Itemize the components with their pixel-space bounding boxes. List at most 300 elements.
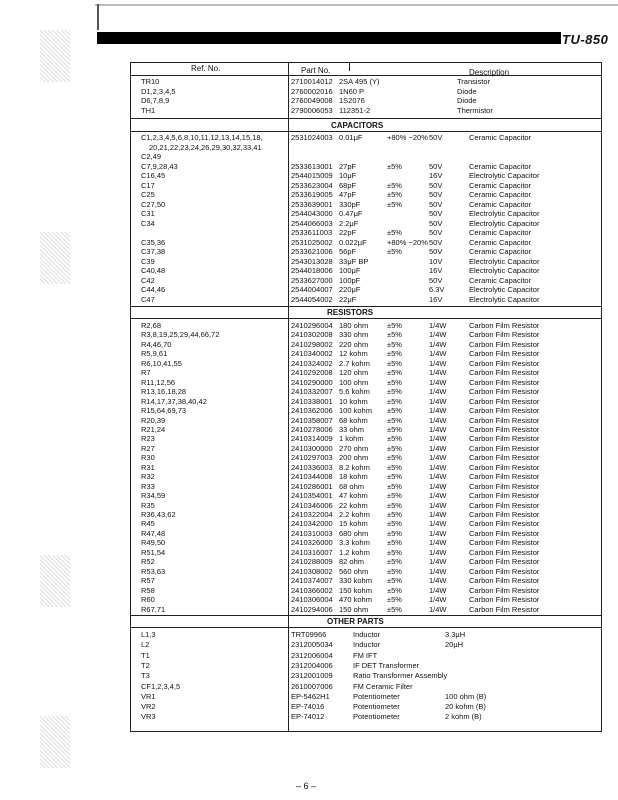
part-value: 47pF: [339, 190, 357, 199]
part-value: 12 kohm: [339, 349, 368, 359]
part-description: Ceramic Capacitor: [469, 275, 532, 285]
ref-no: R33: [141, 481, 155, 491]
table-row: [131, 349, 603, 358]
table-row: [131, 671, 603, 680]
wattage: 1/4W: [429, 358, 447, 368]
wattage: 1/4W: [429, 330, 447, 340]
part-value: 560 ohm: [339, 566, 369, 576]
part-value: 68 kohm: [339, 415, 368, 425]
table-row: [131, 576, 603, 585]
part-no: 2533611003: [291, 228, 333, 237]
part-description: Ceramic Capacitor: [469, 237, 532, 247]
part-description: Ceramic Capacitor: [469, 161, 532, 171]
col-header-part: Part No.: [301, 66, 331, 75]
part-value: 82 ohm: [339, 557, 365, 567]
part-no: 2410297003: [291, 453, 333, 463]
ref-no: TR10: [141, 77, 160, 86]
part-value: 1.2 kohm: [339, 547, 370, 557]
ref-no: C47: [141, 294, 155, 304]
part-value: 120 ohm: [339, 368, 369, 378]
part-value: 1 kohm: [339, 434, 364, 444]
table-row: [131, 387, 603, 396]
part-description: Electrolytic Capacitor: [469, 266, 540, 275]
ref-no: R60: [141, 595, 155, 605]
part-description: Electrolytic Capacitor: [469, 209, 540, 218]
voltage: 50V: [429, 275, 443, 285]
ref-no: VR2: [141, 702, 156, 712]
tolerance: ±5%: [387, 228, 402, 237]
part-description: Carbon Film Resistor: [469, 434, 540, 444]
part-description: Inductor: [353, 630, 381, 639]
part-description: Carbon Film Resistor: [469, 453, 540, 463]
part-description: Carbon Film Resistor: [469, 519, 540, 529]
part-no: 2410332007: [291, 387, 333, 397]
tolerance: ±5%: [387, 576, 402, 586]
part-description: Carbon Film Resistor: [469, 415, 540, 425]
ref-no: C7,9,28,43: [141, 161, 178, 171]
tolerance: ±5%: [387, 566, 402, 576]
part-description: Carbon Film Resistor: [469, 330, 540, 340]
part-no: 2312004006: [291, 660, 333, 670]
table-row: [131, 595, 603, 604]
part-value: 2.2μF: [339, 218, 359, 228]
part-description: Ceramic Capacitor: [469, 180, 532, 190]
part-description: Carbon Film Resistor: [469, 396, 540, 406]
voltage: 50V: [429, 218, 443, 228]
table-row: [131, 406, 603, 415]
tolerance: ±5%: [387, 462, 402, 472]
ref-no: D1,2,3,4,5: [141, 86, 176, 96]
wattage: 1/4W: [429, 415, 447, 425]
wattage: 1/4W: [429, 557, 447, 567]
tolerance: ±5%: [387, 595, 402, 605]
part-description: Carbon Film Resistor: [469, 349, 540, 359]
scan-speckle: [40, 716, 70, 768]
wattage: 1/4W: [429, 443, 447, 453]
ref-no: R2,68: [141, 321, 162, 330]
part-no: 2410322004: [291, 510, 333, 519]
ref-no: L1,3: [141, 630, 156, 639]
ref-no: R13,16,18,28: [141, 387, 187, 397]
table-row: [131, 257, 603, 266]
part-description: Carbon Film Resistor: [469, 547, 540, 557]
part-no: 2410324002: [291, 358, 333, 368]
tolerance: ±5%: [387, 528, 402, 538]
ref-no: VR1: [141, 691, 156, 701]
part-description: Carbon Film Resistor: [469, 585, 540, 595]
wattage: 1/4W: [429, 396, 447, 406]
table-row: [131, 96, 603, 105]
ref-no: R30: [141, 453, 155, 463]
section-capacitors: CAPACITORS: [331, 121, 384, 130]
part-description: Carbon Film Resistor: [469, 566, 540, 576]
part-description: Ceramic Capacitor: [469, 247, 532, 256]
part-no: 2312006004: [291, 650, 333, 660]
tolerance: ±5%: [387, 161, 402, 171]
part-value: 22 kohm: [339, 500, 368, 510]
ref-no: C31: [141, 209, 155, 218]
part-description: Carbon Film Resistor: [469, 358, 540, 368]
part-description: Electrolytic Capacitor: [469, 218, 540, 228]
table-row: [131, 567, 603, 576]
part-no: 2410288009: [291, 557, 333, 567]
part-description: Ceramic Capacitor: [469, 133, 532, 142]
tolerance: ±5%: [387, 500, 402, 510]
part-description: Electrolytic Capacitor: [469, 256, 540, 266]
wattage: 1/4W: [429, 604, 447, 614]
wattage: 1/4W: [429, 585, 447, 595]
part-no: 2410306004: [291, 595, 333, 605]
tolerance: ±5%: [387, 472, 402, 482]
ref-no: R36,43,62: [141, 510, 176, 519]
part-no: EP-5462H1: [291, 691, 330, 701]
part-value: 200 ohm: [339, 453, 369, 463]
table-row: [131, 538, 603, 547]
col-header-ref: Ref. No.: [191, 64, 221, 73]
part-value: 0.01μF: [339, 133, 363, 142]
table-row: [131, 106, 603, 115]
ref-no: R67,71: [141, 604, 166, 614]
voltage: 50V: [429, 161, 443, 171]
ref-no: R58: [141, 585, 155, 595]
part-value: 2 kohm (B): [445, 712, 482, 722]
table-row: [131, 605, 603, 614]
ref-no: C39: [141, 256, 155, 266]
part-value: 0.47μF: [339, 209, 363, 218]
part-no: 2544066003: [291, 218, 333, 228]
voltage: 50V: [429, 180, 443, 190]
wattage: 1/4W: [429, 377, 447, 387]
table-row: [131, 444, 603, 453]
table-row: [131, 682, 603, 691]
table-row: [131, 152, 603, 161]
wattage: 1/4W: [429, 462, 447, 472]
part-value: 20μH: [445, 640, 464, 650]
part-description: Inductor: [353, 640, 381, 650]
table-row: [131, 77, 603, 86]
part-value: 68pF: [339, 180, 357, 190]
ref-no: R7: [141, 368, 151, 378]
part-value: 270 ohm: [339, 443, 369, 453]
part-description: Carbon Film Resistor: [469, 510, 540, 519]
col-divider: [349, 63, 350, 71]
ref-no: R11,12,56: [141, 377, 176, 387]
table-row: [131, 133, 603, 142]
table-row: [131, 425, 603, 434]
tolerance: ±5%: [387, 321, 402, 330]
part-description: Carbon Film Resistor: [469, 557, 540, 567]
part-value: 33 ohm: [339, 424, 365, 434]
part-description: Carbon Film Resistor: [469, 500, 540, 510]
ref-no: R31: [141, 462, 155, 472]
ref-no: R51,54: [141, 547, 166, 557]
section-other: OTHER PARTS: [327, 617, 384, 626]
voltage: 50V: [429, 133, 443, 142]
table-row: [131, 162, 603, 171]
ref-no: R53,63: [141, 566, 166, 576]
scan-speckle: [40, 30, 70, 82]
section-resistors: RESISTORS: [327, 308, 374, 317]
ref-no: R27: [141, 443, 155, 453]
wattage: 1/4W: [429, 500, 447, 510]
wattage: 1/4W: [429, 406, 447, 416]
part-no: 2410294006: [291, 604, 333, 614]
tolerance: ±5%: [387, 199, 402, 209]
part-no: 2544043000: [291, 209, 333, 218]
tolerance: ±5%: [387, 557, 402, 567]
voltage: 16V: [429, 294, 443, 304]
tolerance: ±5%: [387, 453, 402, 463]
section-divider: [131, 118, 601, 119]
wattage: 1/4W: [429, 424, 447, 434]
part-description: Carbon Film Resistor: [469, 462, 540, 472]
part-no: 2410338001: [291, 396, 333, 406]
table-row: [131, 702, 603, 711]
part-no: 2410326000: [291, 538, 333, 548]
voltage: 50V: [429, 209, 443, 218]
part-value: 330pF: [339, 199, 361, 209]
part-no: 2410314009: [291, 434, 333, 444]
ref-no: TH1: [141, 105, 156, 115]
tolerance: ±5%: [387, 510, 402, 519]
part-no: TRT09966: [291, 630, 327, 639]
ref-no: R35: [141, 500, 155, 510]
part-no: 2410344008: [291, 472, 333, 482]
table-row: [131, 463, 603, 472]
tolerance: ±5%: [387, 481, 402, 491]
ref-no: D6,7,8,9: [141, 96, 170, 105]
part-description: FM IFT: [353, 650, 378, 660]
ref-no: CF1,2,3,4,5: [141, 681, 181, 691]
header-bar: [97, 32, 561, 44]
ref-no: C27,50: [141, 199, 166, 209]
wattage: 1/4W: [429, 576, 447, 586]
part-no: 2410336003: [291, 462, 333, 472]
part-no: 2533613001: [291, 161, 333, 171]
tolerance: ±5%: [387, 406, 402, 416]
part-value: 330 kohm: [339, 576, 372, 586]
table-row: [131, 238, 603, 247]
wattage: 1/4W: [429, 547, 447, 557]
wattage: 1/4W: [429, 349, 447, 359]
table-row: [131, 416, 603, 425]
ref-no: VR3: [141, 712, 156, 722]
table-row: [131, 368, 603, 377]
part-description: Carbon Film Resistor: [469, 321, 540, 330]
part-no: 2710014012: [291, 77, 333, 86]
ref-no: C35,36: [141, 237, 166, 247]
section-divider: [131, 131, 601, 132]
part-value: 22μF: [339, 294, 357, 304]
part-description: Potentiometer: [353, 712, 400, 722]
ref-no: C25: [141, 190, 155, 199]
table-row: [131, 434, 603, 443]
part-description: Carbon Film Resistor: [469, 406, 540, 416]
part-description: Carbon Film Resistor: [469, 424, 540, 434]
tolerance: ±5%: [387, 180, 402, 190]
part-description: Transistor: [457, 77, 491, 86]
part-value: 18 kohm: [339, 472, 368, 482]
part-no: 2410292008: [291, 368, 333, 378]
table-row: [131, 359, 603, 368]
table-row: [131, 247, 603, 256]
table-row: [131, 330, 603, 339]
ref-no: C34: [141, 218, 155, 228]
wattage: 1/4W: [429, 519, 447, 529]
part-no: 2410308002: [291, 566, 333, 576]
part-value: 150 kohm: [339, 585, 372, 595]
ref-no: R49,50: [141, 538, 166, 548]
part-no: EP-74016: [291, 702, 325, 712]
part-value: 3.3 kohm: [339, 538, 370, 548]
part-description: Electrolytic Capacitor: [469, 294, 540, 304]
wattage: 1/4W: [429, 387, 447, 397]
table-row: [131, 321, 603, 330]
scan-speckle: [40, 232, 70, 284]
part-no: 2790006053: [291, 105, 333, 115]
ref-no: R32: [141, 472, 155, 482]
tolerance: ±5%: [387, 585, 402, 595]
part-no: 2533639001: [291, 199, 333, 209]
col-header-desc: Description: [469, 68, 510, 77]
tolerance: ±5%: [387, 368, 402, 378]
page-number: – 6 –: [296, 781, 317, 791]
part-value: 220 ohm: [339, 339, 369, 349]
tolerance: ±5%: [387, 604, 402, 614]
tolerance: ±5%: [387, 491, 402, 501]
top-rule: [95, 4, 618, 6]
model-title: TU-850: [562, 32, 609, 47]
part-type: 1S2076: [339, 96, 365, 105]
part-description: Potentiometer: [353, 702, 400, 712]
part-description: Diode: [457, 86, 477, 96]
part-value: 100μF: [339, 266, 361, 275]
part-description: Carbon Film Resistor: [469, 538, 540, 548]
part-no: 2533619005: [291, 190, 333, 199]
part-no: 2410300000: [291, 443, 333, 453]
part-no: 2760002016: [291, 86, 333, 96]
part-type: 112351-2: [339, 105, 371, 115]
table-row: [131, 510, 603, 519]
table-row: [131, 295, 603, 304]
header-divider: [131, 75, 601, 76]
ref-no: C16,45: [141, 171, 166, 180]
part-value: 150 ohm: [339, 604, 369, 614]
ref-no: C44,46: [141, 285, 166, 294]
table-row: [131, 692, 603, 701]
part-value: 22pF: [339, 228, 357, 237]
table-row: [131, 285, 603, 294]
section-divider: [131, 318, 601, 319]
ref-no: R47,48: [141, 528, 166, 538]
wattage: 1/4W: [429, 472, 447, 482]
wattage: 1/4W: [429, 510, 447, 519]
part-value: 15 kohm: [339, 519, 368, 529]
table-row: [131, 651, 603, 660]
table-row: [131, 472, 603, 481]
part-value: 100pF: [339, 275, 361, 285]
table-row: [131, 548, 603, 557]
part-value: 220μF: [339, 285, 361, 294]
wattage: 1/4W: [429, 595, 447, 605]
ref-no: R34,59: [141, 491, 166, 501]
part-no: 2533627000: [291, 275, 333, 285]
part-description: IF DET Transformer: [353, 660, 420, 670]
voltage: 50V: [429, 199, 443, 209]
table-row: [131, 340, 603, 349]
part-description: Ratio Transformer Assembly: [353, 671, 448, 681]
tolerance: +80% −20%: [387, 133, 428, 142]
part-no: 2544018006: [291, 266, 333, 275]
part-no: 2410290000: [291, 377, 333, 387]
voltage: 10V: [429, 256, 443, 266]
tolerance: ±5%: [387, 519, 402, 529]
binding-rule: [97, 4, 99, 30]
part-value: 330 ohm: [339, 330, 369, 340]
part-no: 2544004007: [291, 285, 333, 294]
part-value: 47 kohm: [339, 491, 368, 501]
part-no: 2410286001: [291, 481, 333, 491]
part-no: 2543013028: [291, 256, 333, 266]
part-description: Thermistor: [457, 105, 493, 115]
part-description: Carbon Film Resistor: [469, 339, 540, 349]
part-value: 10 kohm: [339, 396, 368, 406]
part-value: 2.2 kohm: [339, 510, 370, 519]
parts-table: [130, 62, 602, 732]
part-description: Ceramic Capacitor: [469, 199, 532, 209]
part-no: 2410310003: [291, 528, 333, 538]
ref-no: R5,9,61: [141, 349, 168, 359]
part-no: 2531024003: [291, 133, 333, 142]
table-row: [131, 630, 603, 639]
table-row: [131, 529, 603, 538]
part-no: 2410296004: [291, 321, 333, 330]
table-row: [131, 87, 603, 96]
table-row: [131, 661, 603, 670]
part-value: 100 kohm: [339, 406, 372, 416]
tolerance: ±5%: [387, 358, 402, 368]
part-description: Carbon Film Resistor: [469, 443, 540, 453]
part-description: Diode: [457, 96, 477, 105]
part-no: 2531025002: [291, 237, 333, 247]
part-value: 5.6 kohm: [339, 387, 370, 397]
wattage: 1/4W: [429, 528, 447, 538]
part-no: 2544015009: [291, 171, 333, 180]
voltage: 6.3V: [429, 285, 445, 294]
tolerance: ±5%: [387, 330, 402, 340]
ref-no: R4,46,70: [141, 339, 172, 349]
tolerance: ±5%: [387, 339, 402, 349]
tolerance: ±5%: [387, 424, 402, 434]
part-description: FM Ceramic Filter: [353, 681, 413, 691]
part-no: 2410354001: [291, 491, 333, 501]
part-no: 2410374007: [291, 576, 333, 586]
part-value: 3.3μH: [445, 630, 466, 639]
part-no: 2410298002: [291, 339, 333, 349]
part-value: 680 ohm: [339, 528, 369, 538]
tolerance: ±5%: [387, 247, 402, 256]
part-no: 2410362006: [291, 406, 333, 416]
part-description: Electrolytic Capacitor: [469, 171, 540, 180]
wattage: 1/4W: [429, 434, 447, 444]
part-value: 470 kohm: [339, 595, 372, 605]
part-description: Potentiometer: [353, 691, 400, 701]
part-no: 2312001009: [291, 671, 333, 681]
ref-no: R21,24: [141, 424, 166, 434]
tolerance: ±5%: [387, 190, 402, 199]
tolerance: ±5%: [387, 387, 402, 397]
wattage: 1/4W: [429, 538, 447, 548]
